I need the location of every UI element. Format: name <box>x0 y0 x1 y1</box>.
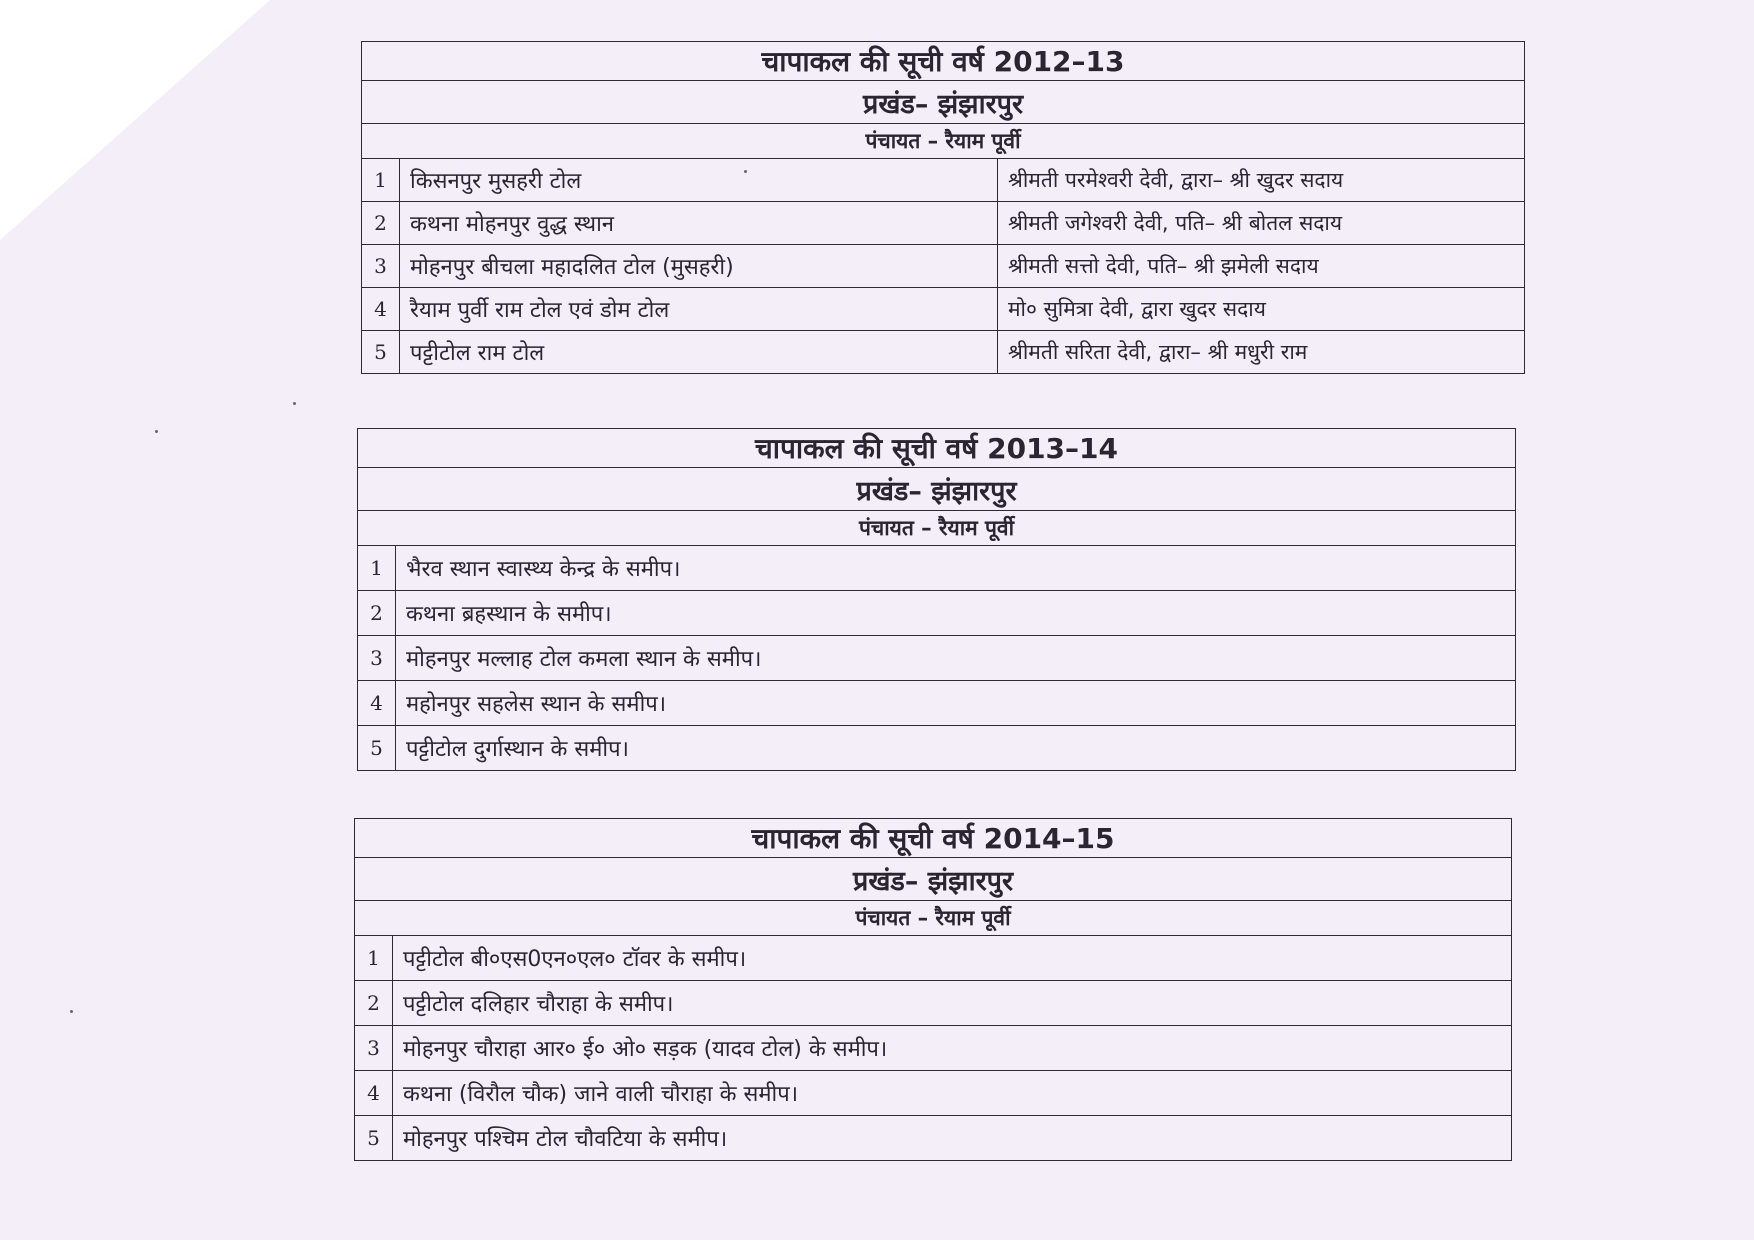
location-cell: पट्टीटोल दलिहार चौराहा के समीप। <box>393 981 1512 1026</box>
panchayat-name: पंचायत – रैयाम पूर्वी <box>358 511 1516 546</box>
beneficiary-cell: श्रीमती सत्तो देवी, पति– श्री झमेली सदाय <box>998 245 1525 288</box>
serial-number: 4 <box>358 681 396 726</box>
location-cell: भैरव स्थान स्वास्थ्य केन्द्र के समीप। <box>396 546 1516 591</box>
location-cell: रैयाम पुर्वी राम टोल एवं डोम टोल <box>400 288 998 331</box>
table-row <box>358 681 1516 726</box>
serial-number: 2 <box>358 591 396 636</box>
serial-number: 1 <box>362 159 400 202</box>
serial-number: 3 <box>362 245 400 288</box>
serial-number: 3 <box>355 1026 393 1071</box>
serial-number: 2 <box>355 981 393 1026</box>
location-cell: किसनपुर मुसहरी टोल <box>400 159 998 202</box>
serial-number: 4 <box>362 288 400 331</box>
location-cell: मोहनपुर चौराहा आर० ई० ओ० सड़क (यादव टोल) के समीप। <box>393 1026 1512 1071</box>
location-cell: कथना मोहनपुर वुद्ध स्थान <box>400 202 998 245</box>
table-row <box>355 1116 1512 1161</box>
table-row <box>355 1071 1512 1116</box>
serial-number: 2 <box>362 202 400 245</box>
block-name: प्रखंड– झंझारपुर <box>362 81 1525 124</box>
serial-number: 5 <box>362 331 400 374</box>
table-row <box>358 546 1516 591</box>
table-row <box>362 159 1525 202</box>
table-row <box>355 936 1512 981</box>
table-row <box>358 636 1516 681</box>
beneficiary-cell: श्रीमती सरिता देवी, द्वारा– श्री मधुरी राम <box>998 331 1525 374</box>
scan-speck <box>155 430 158 433</box>
beneficiary-cell: श्रीमती जगेश्वरी देवी, पति– श्री बोतल सदाय <box>998 202 1525 245</box>
scan-speck <box>293 402 296 405</box>
serial-number: 5 <box>355 1116 393 1161</box>
block-name: प्रखंड– झंझारपुर <box>355 858 1512 901</box>
serial-number: 4 <box>355 1071 393 1116</box>
table-row <box>362 288 1525 331</box>
panchayat-name: पंचायत – रैयाम पूर्वी <box>362 124 1525 159</box>
scan-speck <box>70 1010 73 1013</box>
table-row <box>358 726 1516 771</box>
serial-number: 5 <box>358 726 396 771</box>
location-cell: मोहनपुर मल्लाह टोल कमला स्थान के समीप। <box>396 636 1516 681</box>
table-title: चापाकल की सूची वर्ष 2013–14 <box>358 429 1516 468</box>
serial-number: 3 <box>358 636 396 681</box>
location-cell: कथना ब्रहस्थान के समीप। <box>396 591 1516 636</box>
scan-speck <box>744 170 747 173</box>
page-corner-fold <box>0 0 270 240</box>
table-row <box>362 245 1525 288</box>
handpump-list-2012-13 <box>361 41 1525 374</box>
beneficiary-cell: मो० सुमित्रा देवी, द्वारा खुदर सदाय <box>998 288 1525 331</box>
location-cell: पट्टीटोल राम टोल <box>400 331 998 374</box>
location-cell: महोनपुर सहलेस स्थान के समीप। <box>396 681 1516 726</box>
table-row <box>355 981 1512 1026</box>
location-cell: मोहनपुर पश्चिम टोल चौवटिया के समीप। <box>393 1116 1512 1161</box>
handpump-list-2014-15 <box>354 818 1512 1161</box>
table-title: चापाकल की सूची वर्ष 2012–13 <box>362 42 1525 81</box>
table-row <box>355 1026 1512 1071</box>
table-row <box>362 331 1525 374</box>
serial-number: 1 <box>355 936 393 981</box>
table-row <box>358 591 1516 636</box>
location-cell: पट्टीटोल दुर्गास्थान के समीप। <box>396 726 1516 771</box>
serial-number: 1 <box>358 546 396 591</box>
beneficiary-cell: श्रीमती परमेश्वरी देवी, द्वारा– श्री खुदर सदाय <box>998 159 1525 202</box>
handpump-list-2013-14 <box>357 428 1516 771</box>
table-title: चापाकल की सूची वर्ष 2014–15 <box>355 819 1512 858</box>
block-name: प्रखंड– झंझारपुर <box>358 468 1516 511</box>
location-cell: पट्टीटोल बी०एस0एन०एल० टॉवर के समीप। <box>393 936 1512 981</box>
panchayat-name: पंचायत – रैयाम पूर्वी <box>355 901 1512 936</box>
location-cell: कथना (विरौल चौक) जाने वाली चौराहा के समीप। <box>393 1071 1512 1116</box>
table-row <box>362 202 1525 245</box>
location-cell: मोहनपुर बीचला महादलित टोल (मुसहरी) <box>400 245 998 288</box>
